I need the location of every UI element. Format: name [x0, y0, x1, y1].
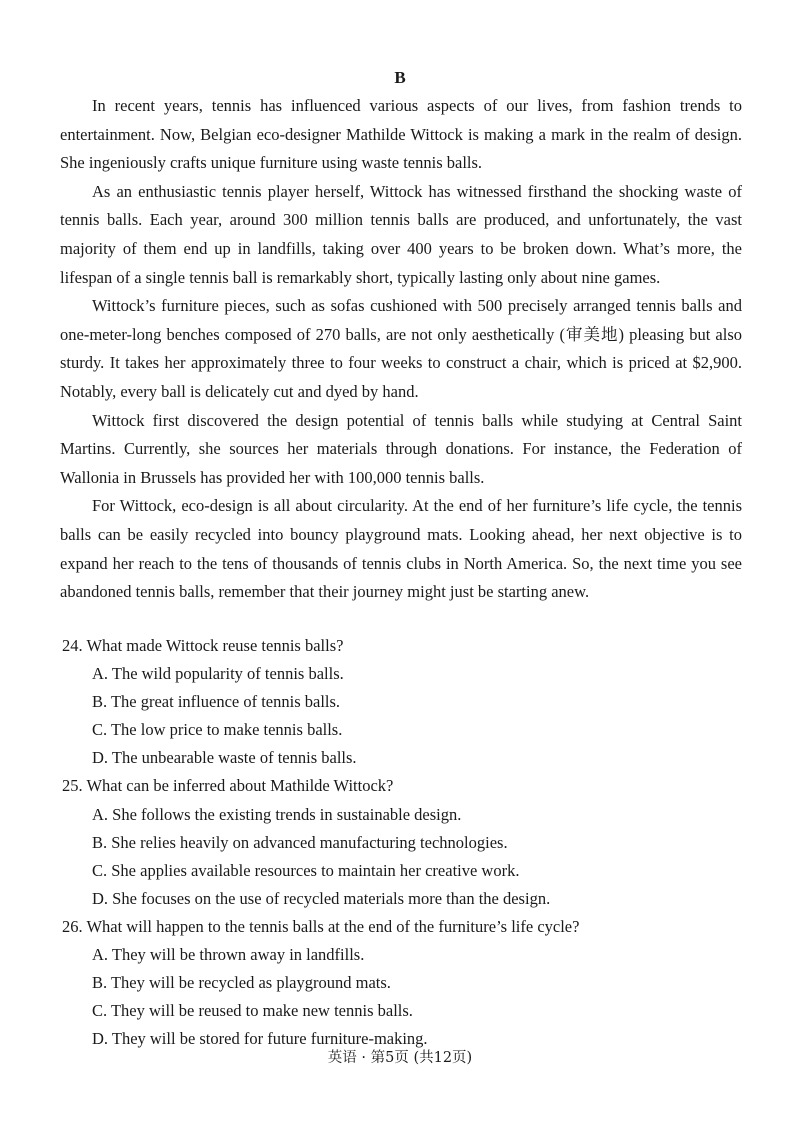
reading-passage: [60, 92, 742, 607]
option-d: D. She focuses on the use of recycled materials more than the design.: [92, 888, 551, 908]
question-26: [62, 913, 742, 1053]
passage-paragraph-1: In recent years, tennis has influenced various aspects of our lives, from fashion trends to entertainment. Now, Belgian eco-designer Mathilde Wittock is making a mark in the realm of design. She ingeniously crafts unique furniture using waste tennis balls.: [60, 96, 742, 173]
passage-paragraph-4: Wittock first discovered the design potential of tennis balls while studying at Central Saint Martins. Currently, she sources her materials through donations. For instance, the Federation of Wallonia in Brussels has provided her with 100,000 tennis balls.: [60, 410, 742, 487]
option-c: C. She applies available resources to maintain her creative work.: [92, 860, 520, 880]
option-b: B. They will be recycled as playground mats.: [92, 973, 391, 993]
option-a: A. She follows the existing trends in sustainable design.: [92, 804, 462, 824]
option-a: A. They will be thrown away in landfills.: [92, 945, 365, 965]
question-stem: 26. What will happen to the tennis balls at the end of the furniture’s life cycle?: [62, 916, 580, 936]
section-title: B: [394, 68, 406, 87]
option-b: B. The great influence of tennis balls.: [92, 692, 341, 712]
passage-paragraph-5: For Wittock, eco-design is all about circularity. At the end of her furniture’s life cycle, the tennis balls can be easily recycled into bouncy playground mats. Looking ahead, her next objective is to expand her reach to the tens of thousands of tennis clubs in North America. So, the next time you see abandoned tennis balls, remember that their journey might just be starting anew.: [60, 496, 742, 602]
option-d: D. The unbearable waste of tennis balls.: [92, 748, 357, 768]
option-c: C. They will be reused to make new tennis balls.: [92, 1001, 413, 1021]
option-a: A. The wild popularity of tennis balls.: [92, 664, 344, 684]
option-c: C. The low price to make tennis balls.: [92, 720, 343, 740]
question-list: [62, 632, 742, 1053]
option-b: B. She relies heavily on advanced manufacturing technologies.: [92, 832, 508, 852]
question-24: [62, 632, 742, 772]
question-stem: 24. What made Wittock reuse tennis balls?: [62, 636, 344, 655]
page-footer: 英语 · 第5页 (共12页): [327, 1050, 473, 1066]
passage-paragraph-3: Wittock’s furniture pieces, such as sofas cushioned with 500 precisely arranged tennis balls and one-meter-long benches composed of 270 balls, are not only aesthetically (审美地) pleasing but also sturdy. It takes her approximately three to four weeks to construct a chair, which is priced at $2,900. Notably, every ball is delicately cut and dyed by hand.: [60, 296, 742, 401]
question-stem: 25. What can be inferred about Mathilde Wittock?: [62, 776, 394, 796]
option-d: D. They will be stored for future furniture-making.: [92, 1029, 428, 1049]
question-25: [62, 772, 742, 912]
passage-paragraph-2: As an enthusiastic tennis player herself, Wittock has witnessed firsthand the shocking waste of tennis balls. Each year, around 300 million tennis balls are produced, and unfortunately, the vast majority of them end up in landfills, taking over 400 years to be broken down. What’s more, the lifespan of a single tennis ball is remarkably short, typically lasting only about nine games.: [60, 181, 742, 287]
